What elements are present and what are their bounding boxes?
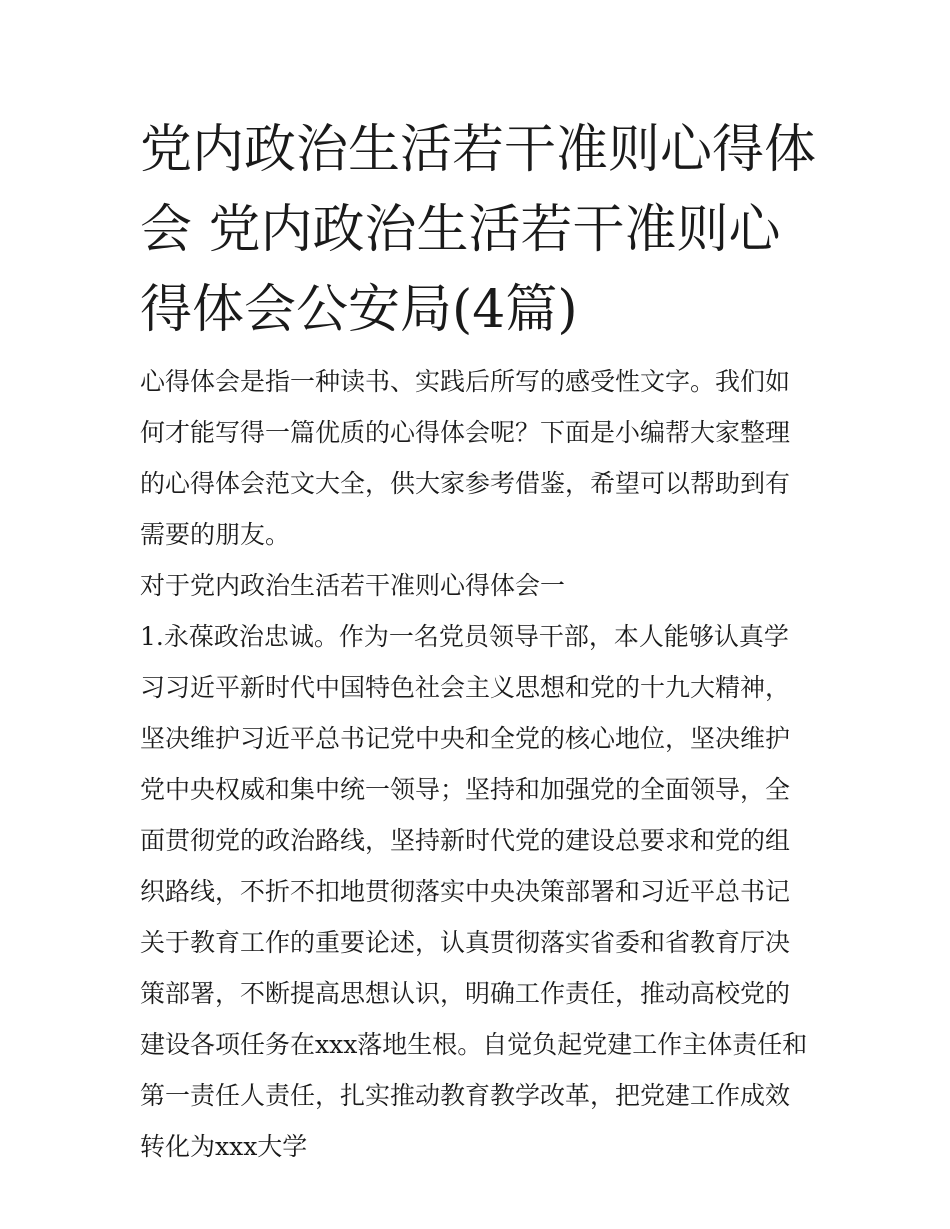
document-body bbox=[140, 356, 812, 1172]
intro-paragraph: 心得体会是指一种读书、实践后所写的感受性文字。我们如何才能写得一篇优质的心得体会呢？下面是小编帮大家整理的心得体会范文大全，供大家参考借鉴，希望可以帮助到有需要的朋友。 bbox=[140, 367, 791, 549]
document-title: 党内政治生活若干准则心得体会 党内政治生活若干准则心得体会公安局(4篇) bbox=[140, 120, 817, 340]
section-heading: 对于党内政治生活若干准则心得体会一 bbox=[140, 571, 566, 600]
body-paragraph: 1.永葆政治忠诚。作为一名党员领导干部，本人能够认真学习习近平新时代中国特色社会主义思想和党的十九大精神，坚决维护习近平总书记党中央和全党的核心地位，坚决维护党中央权威和集中统一领导；坚持和加强党的全面领导，全面贯彻党的政治路线，坚持新时代党的建设总要求和党的组织路线，不折不扣地贯彻落实中央决策部署和习近平总书记关于教育工作的重要论述，认真贯彻落实省委和省教育厅决策部署，不断提高思想认识，明确工作责任，推动高校党的建设各项任务在xxx落地生根。自觉负起党建工作主体责任和第一责任人责任，扎实推动教育教学改革，把党建工作成效转化为xxx大学 bbox=[140, 622, 808, 1161]
